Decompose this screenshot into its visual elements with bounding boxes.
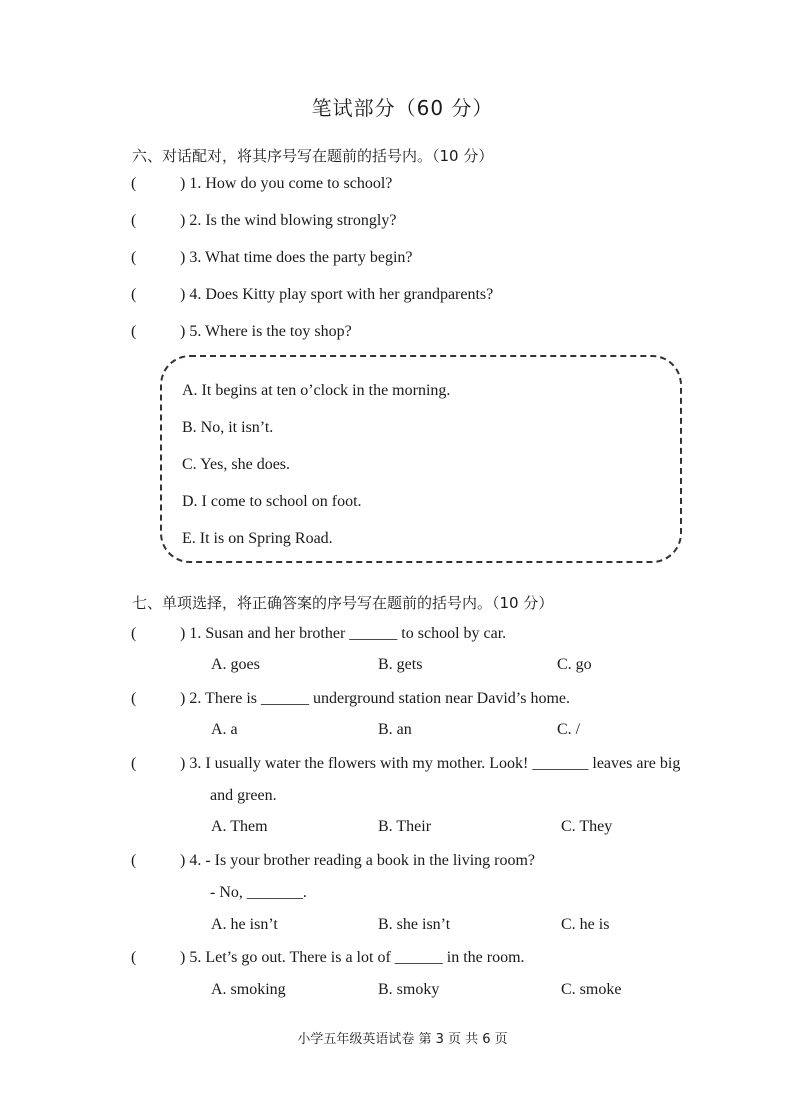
- question-text: ) 3. What time does the party begin?: [180, 249, 413, 266]
- answer-option: D. I come to school on foot.: [182, 493, 362, 510]
- answer-option: A. It begins at ten o’clock in the morning.: [182, 382, 451, 399]
- question-text: ) 1. Susan and her brother ______ to school by car.: [180, 625, 507, 642]
- question-text: ) 4. - Is your brother reading a book in the living room?: [180, 852, 536, 869]
- choice-b: B. she isn’t: [378, 916, 451, 933]
- page-title: 笔试部分（60 分）: [311, 96, 494, 120]
- choice-b: B. smoky: [378, 981, 440, 998]
- answer-bracket[interactable]: (: [131, 323, 137, 340]
- section-6-heading: 六、对话配对，将其序号写在题前的括号内。（10 分）: [132, 147, 494, 165]
- question-text: ) 2. There is ______ underground station near David’s home.: [180, 690, 570, 707]
- question-text: ) 3. I usually water the flowers with my mother. Look! _______ leaves are big: [180, 755, 681, 772]
- choice-a: A. he isn’t: [211, 916, 278, 933]
- choice-a: A. a: [211, 721, 238, 738]
- question-text: ) 5. Let’s go out. There is a lot of ______ in the room.: [180, 949, 525, 966]
- answer-option: B. No, it isn’t.: [182, 419, 274, 436]
- choice-a: A. smoking: [211, 981, 286, 998]
- question-text: ) 2. Is the wind blowing strongly?: [180, 212, 397, 229]
- answer-option: E. It is on Spring Road.: [182, 530, 333, 547]
- answer-bracket[interactable]: (: [131, 249, 137, 266]
- choice-c: C. /: [557, 721, 581, 738]
- choice-a: A. Them: [211, 818, 268, 835]
- section-7-heading: 七、单项选择，将正确答案的序号写在题前的括号内。（10 分）: [132, 594, 554, 612]
- answer-bracket[interactable]: (: [131, 212, 137, 229]
- question-text: ) 1. How do you come to school?: [180, 175, 393, 192]
- question-text-continued: and green.: [210, 787, 277, 804]
- choice-b: B. Their: [378, 818, 432, 835]
- answer-bracket[interactable]: (: [131, 690, 137, 707]
- question-text-continued: - No, _______.: [210, 884, 307, 901]
- answer-bracket[interactable]: (: [131, 949, 137, 966]
- answer-bracket[interactable]: (: [131, 175, 137, 192]
- page-footer: 小学五年级英语试卷 第 3 页 共 6 页: [297, 1032, 508, 1047]
- choice-c: C. They: [561, 818, 613, 835]
- choice-c: C. go: [557, 656, 592, 673]
- answer-bracket[interactable]: (: [131, 625, 137, 642]
- choice-b: B. gets: [378, 656, 423, 673]
- choice-c: C. he is: [561, 916, 610, 933]
- answer-bracket[interactable]: (: [131, 286, 137, 303]
- question-text: ) 5. Where is the toy shop?: [180, 323, 352, 340]
- choice-b: B. an: [378, 721, 412, 738]
- answer-bracket[interactable]: (: [131, 755, 137, 772]
- choice-a: A. goes: [211, 656, 260, 673]
- question-text: ) 4. Does Kitty play sport with her grandparents?: [180, 286, 494, 303]
- answer-option: C. Yes, she does.: [182, 456, 291, 473]
- answer-bracket[interactable]: (: [131, 852, 137, 869]
- choice-c: C. smoke: [561, 981, 622, 998]
